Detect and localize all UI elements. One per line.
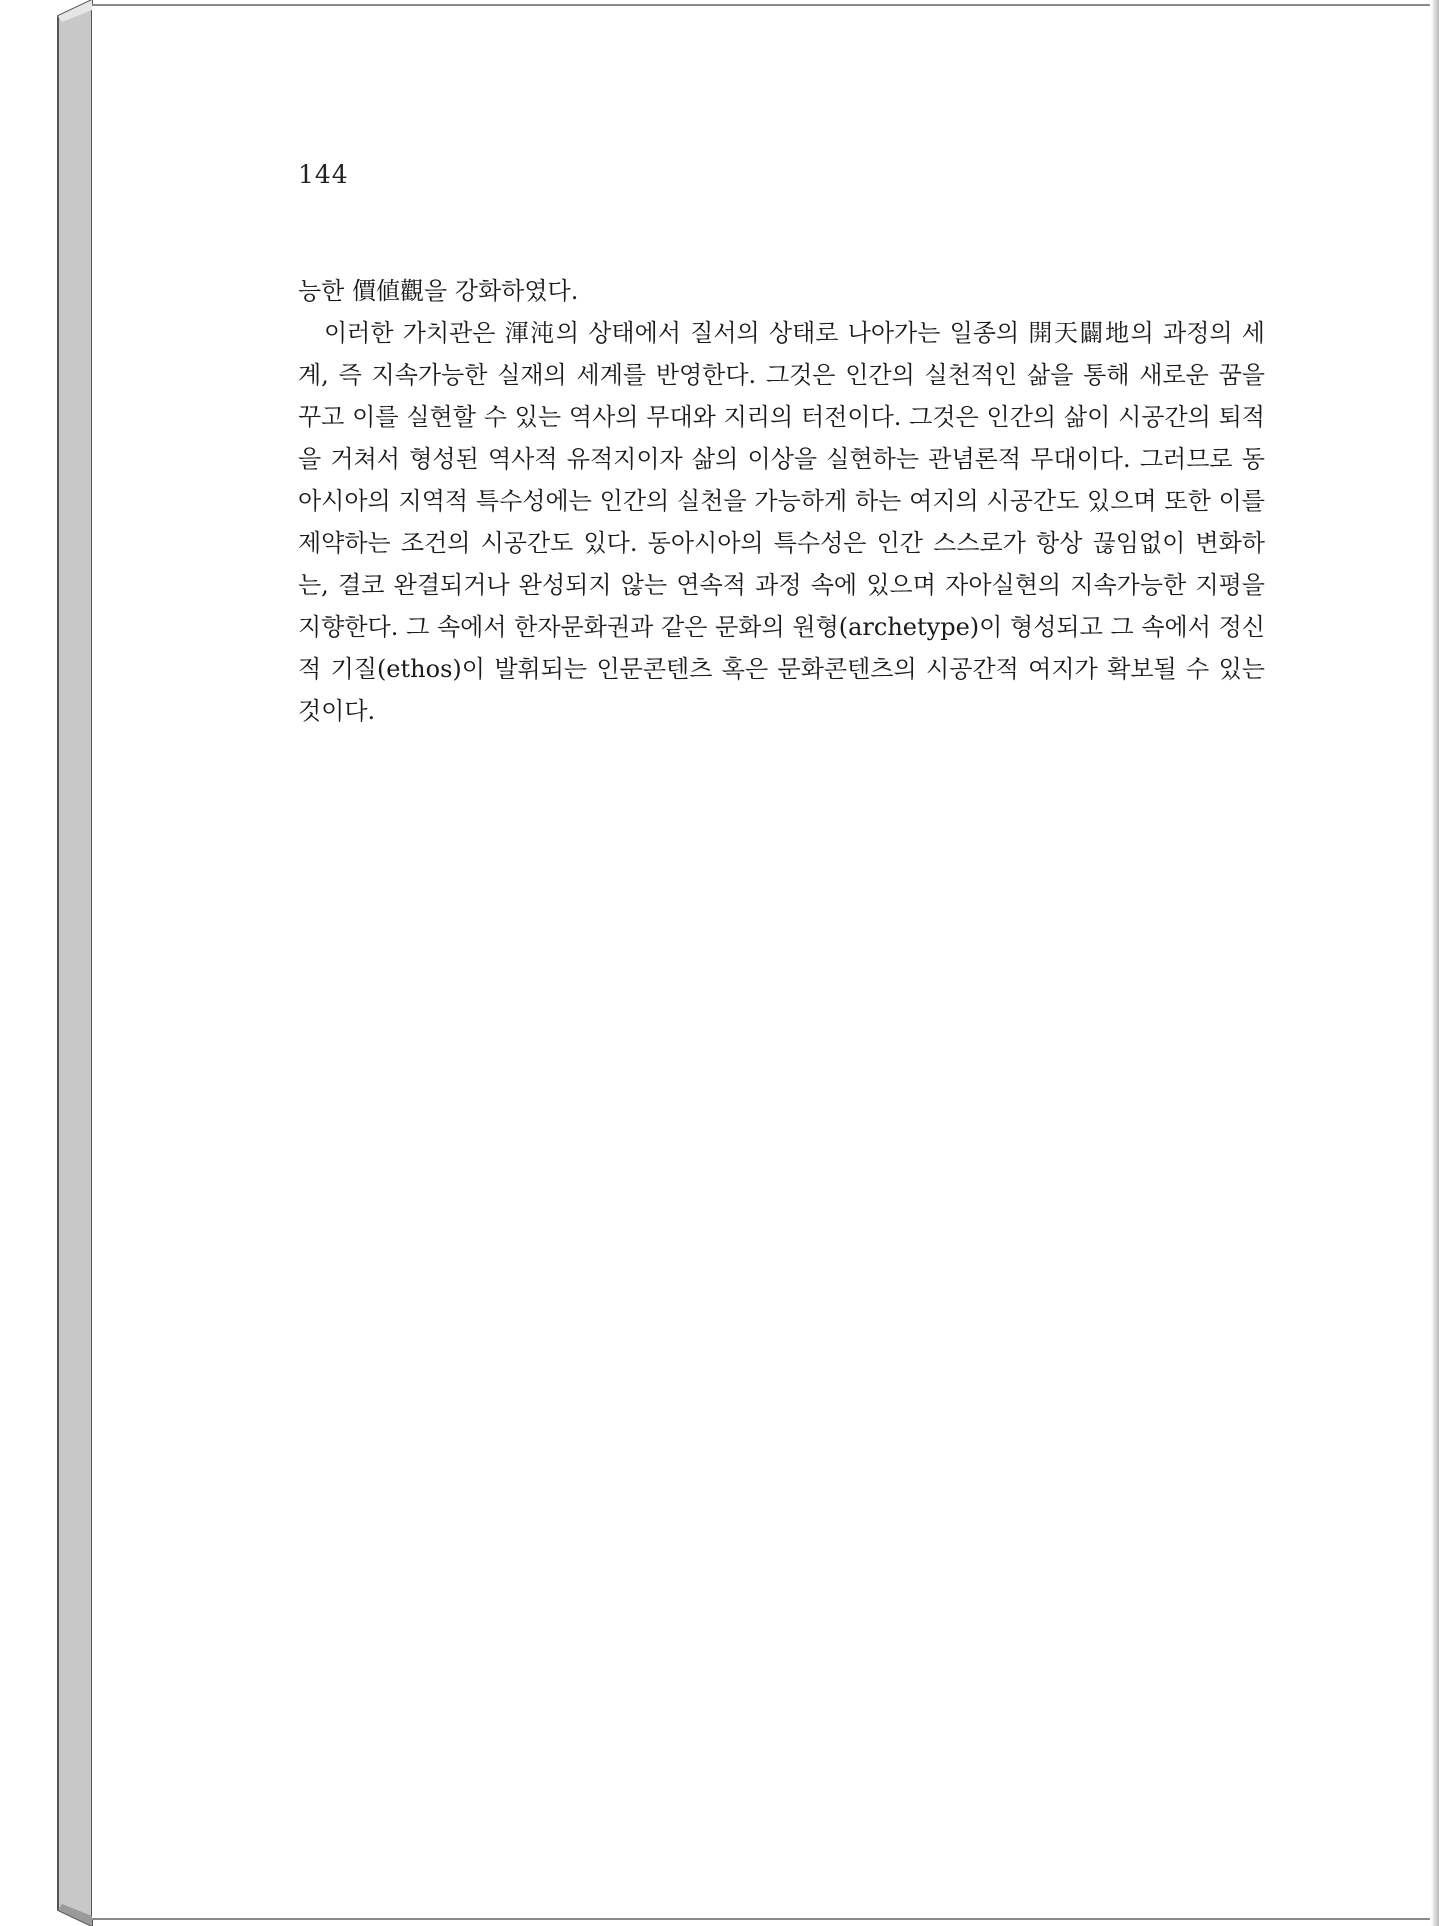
paragraph-continuation: 능한 價値觀을 강화하였다. <box>298 277 579 305</box>
paragraph-main: 이러한 가치관은 渾沌의 상태에서 질서의 상태로 나아가는 일종의 開天闢地의 과정의 세계, 즉 지속가능한 실재의 세계를 반영한다. 그것은 인간의 실천적인 삶을 통해 새로운 꿈을 꾸고 이를 실현할 수 있는 역사의 무대와 지리의 터전이다. 그것은 인간의 삶이 시공간의 퇴적을 거쳐서 형성된 역사적 유적지이자 삶의 이상을 실현하는 관념론적 무대이다. 그러므로 동아시아의 지역적 특수성에는 인간의 실천을 가능하게 하는 여지의 시공간도 있으며 또한 이를 제약하는 조건의 시공간도 있다. 동아시아의 특수성은 인간 스스로가 항상 끊임없이 변화하는, 결코 완결되거나 완성되지 않는 연속적 과정 속에 있으며 자아실현의 지속가능한 지평을 지향한다. 그 속에서 한자문화권과 같은 문화의 원형(archetype)이 형성되고 그 속에서 정신적 기질(ethos)이 발휘되는 인문콘텐츠 혹은 문화콘텐츠의 시공간적 여지가 확보될 수 있는 것이다. <box>298 319 1265 725</box>
page-shadow <box>1431 0 1439 1926</box>
book-spine-edge <box>0 0 96 1926</box>
page-number: 144 <box>298 160 349 189</box>
body-text <box>298 270 1265 732</box>
